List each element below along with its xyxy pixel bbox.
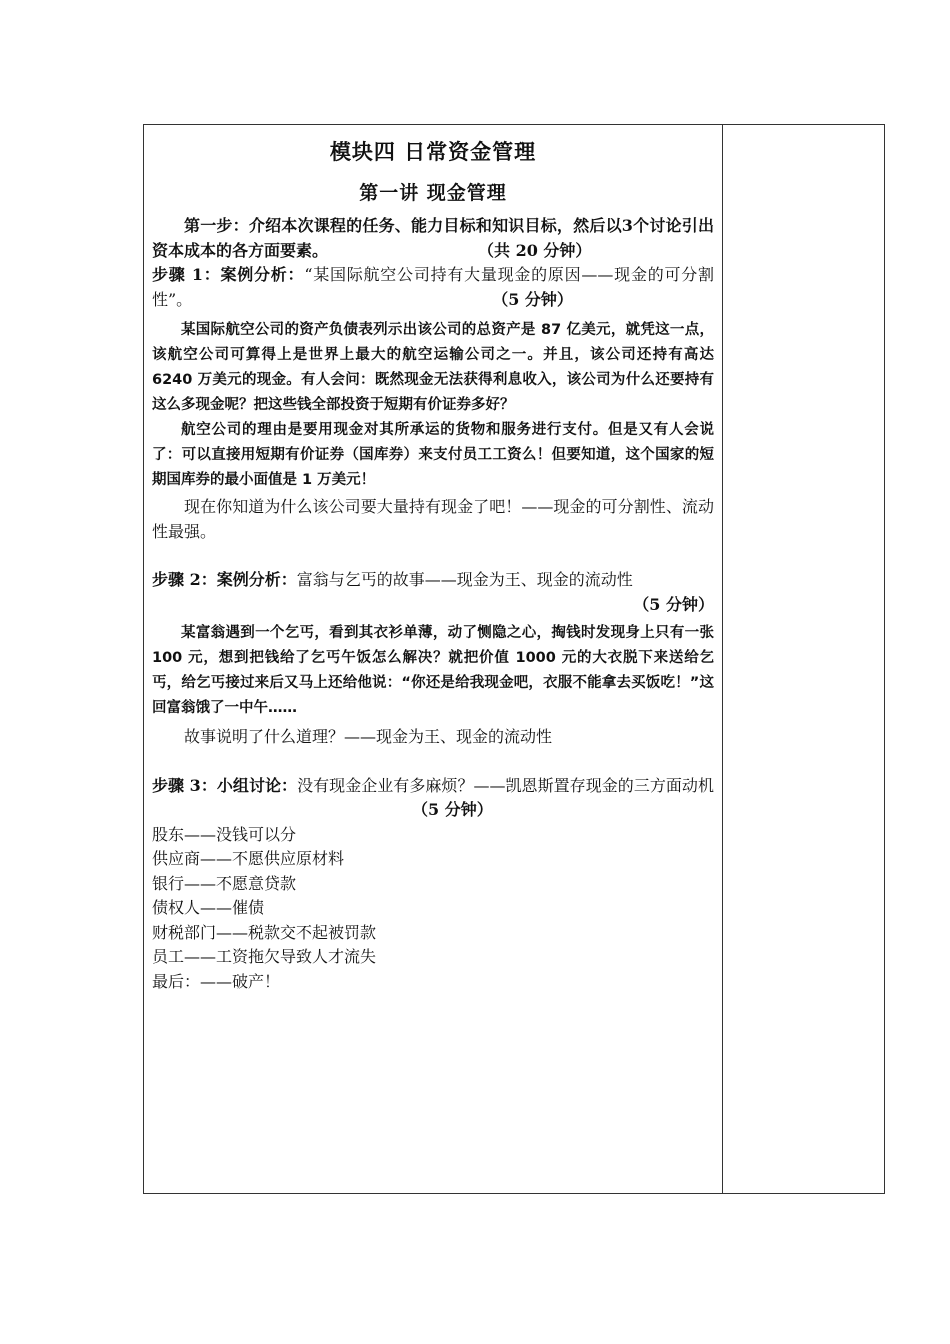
step-one-label: 第一步：	[184, 216, 249, 235]
page-title: 模块四 日常资金管理	[329, 139, 537, 164]
list-item: 债权人——催债	[152, 898, 265, 917]
step-one-text: 介绍本次课程的任务、能力目标和知识目标，然后以3个讨论引出资本成本的各方面要素。	[152, 216, 714, 260]
step1-text: “某国际航空公司持有大量现金的原因——现金的可分割性”。	[152, 265, 714, 309]
list-item: 员工——工资拖欠导致人才流失	[152, 947, 377, 966]
list-item: 最后：——破产！	[152, 971, 281, 991]
step-one-time: （共 20 分钟）	[478, 240, 592, 260]
step3-label: 步骤 3：小组讨论：	[152, 775, 298, 795]
step2-case-paragraph: 某富翁遇到一个乞丐，看到其衣衫单薄，动了恻隐之心，掏钱时发现身上只有一张 100 元，想到把钱给了乞丐午饭怎么解决？就把价值 1000 元的大衣脱下来送给乞丐，给乞丐接过来后又马上还给他说：“你还是给我现金吧，衣服不能拿去买饭吃！”这回富翁饿了一中午……	[152, 625, 714, 716]
step3-time: （5 分钟）	[412, 800, 493, 819]
column-divider	[722, 124, 723, 1194]
step1-label: 步骤 1：案例分析：	[152, 265, 305, 284]
step1-case-paragraph-2: 航空公司的理由是要用现金对其所承运的货物和服务进行支付。但是又有人会说了：可以直接用短期有价证券（国库券）来支付员工工资么！但要知道，这个国家的短期国库券的最小面值是 1 万美元！	[152, 422, 714, 488]
list-item: 供应商——不愿供应原材料	[152, 849, 345, 868]
step2-time: （5 分钟）	[633, 594, 714, 614]
step1-conclusion: 现在你知道为什么该公司要大量持有现金了吧！——现金的可分割性、流动性最强。	[152, 497, 714, 541]
step3-heading	[152, 774, 714, 823]
step-one-intro	[152, 214, 714, 263]
stakeholder-list	[152, 823, 714, 995]
list-item: 银行——不愿意贷款	[152, 873, 297, 893]
step2-label: 步骤 2：案例分析：	[152, 570, 297, 589]
list-item: 财税部门——税款交不起被罚款	[152, 922, 377, 942]
step1-time: （5 分钟）	[492, 289, 573, 309]
step1-case-paragraph-1: 某国际航空公司的资产负债表列示出该公司的总资产是 87 亿美元，就凭这一点，该航空公司可算得上是世界上最大的航空运输公司之一。并且，该公司还持有高达 6240 万美元的现金。有人会问：既然现金无法获得利息收入，该公司为什么还要持有这么多现金呢？把这些钱全部投资于短期有价证券多好？	[152, 322, 714, 413]
step2-text: 富翁与乞丐的故事——现金为王、现金的流动性	[296, 570, 633, 589]
step1-heading	[152, 263, 714, 312]
main-cell	[152, 132, 714, 994]
step2-heading	[152, 568, 714, 593]
lecture-title: 第一讲 现金管理	[359, 182, 507, 204]
step2-conclusion: 故事说明了什么道理？——现金为王、现金的流动性	[184, 727, 553, 746]
list-item: 股东——没钱可以分	[152, 824, 297, 844]
step3-text: 没有现金企业有多麻烦？——凯恩斯置存现金的三方面动机	[297, 775, 714, 795]
